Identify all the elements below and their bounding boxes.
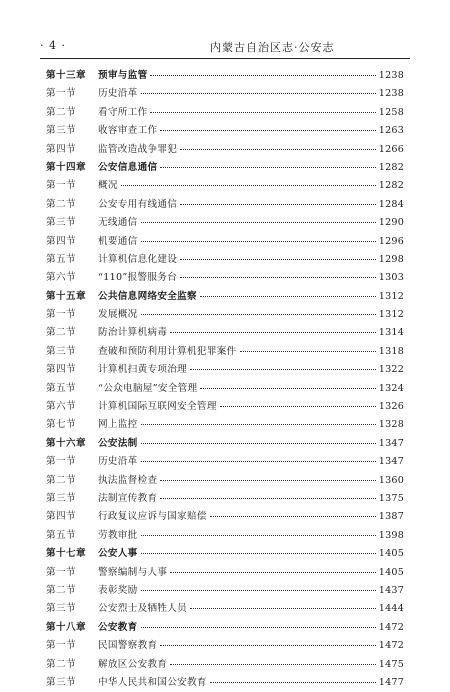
toc-page-number: 1298 bbox=[378, 253, 404, 265]
toc-chapter-row bbox=[46, 619, 404, 637]
toc-label: 第四节 bbox=[46, 235, 76, 247]
toc-title: 中华人民共和国公安教育 bbox=[98, 676, 207, 688]
header-rule bbox=[40, 58, 410, 59]
toc-page-number: 1303 bbox=[378, 272, 404, 284]
dot-leader bbox=[200, 296, 376, 297]
toc-section-row bbox=[46, 122, 404, 140]
toc-section-row bbox=[46, 269, 404, 287]
dot-leader bbox=[141, 93, 376, 94]
toc-page-number: 1360 bbox=[378, 474, 404, 486]
toc-label: 第一节 bbox=[46, 180, 76, 192]
toc-section-row bbox=[46, 380, 404, 398]
toc-label: 第六节 bbox=[46, 401, 76, 413]
toc-section-row bbox=[46, 527, 404, 545]
toc-section-row bbox=[46, 582, 404, 600]
toc-label: 第二节 bbox=[46, 106, 76, 118]
toc-page-number: 1405 bbox=[378, 566, 404, 578]
toc-label: 第六节 bbox=[46, 272, 76, 284]
toc-section-row bbox=[46, 233, 404, 251]
toc-title: “110”报警服务台 bbox=[98, 272, 178, 284]
toc-section-row bbox=[46, 490, 404, 508]
toc-title: 民国警察教育 bbox=[98, 640, 158, 652]
dot-leader bbox=[141, 461, 376, 462]
toc-label: 第三节 bbox=[46, 345, 76, 357]
toc-label: 第七节 bbox=[46, 419, 76, 431]
toc-page-number: 1328 bbox=[378, 419, 404, 431]
toc-page-number: 1475 bbox=[378, 658, 404, 670]
toc-chapter-row bbox=[46, 435, 404, 453]
toc-label: 第一节 bbox=[46, 456, 76, 468]
dot-leader bbox=[141, 590, 376, 591]
toc-page-number: 1347 bbox=[378, 437, 404, 449]
toc-label: 第一节 bbox=[46, 309, 76, 321]
toc-section-row bbox=[46, 251, 404, 269]
toc-section-row bbox=[46, 361, 404, 379]
toc-section-row bbox=[46, 656, 404, 674]
toc-section-row bbox=[46, 104, 404, 122]
dot-leader bbox=[170, 664, 376, 665]
toc-title: 计算机扫黄专项治理 bbox=[98, 364, 188, 376]
dot-leader bbox=[141, 535, 376, 536]
toc-page-number: 1326 bbox=[378, 401, 404, 413]
toc-title: 劳教审批 bbox=[98, 529, 138, 541]
toc-label: 第二节 bbox=[46, 198, 76, 210]
dot-leader bbox=[200, 388, 375, 389]
toc-title: 解放区公安教育 bbox=[98, 658, 168, 670]
toc-label: 第二节 bbox=[46, 658, 76, 670]
toc-title: 发展概况 bbox=[98, 309, 138, 321]
toc-section-row bbox=[46, 141, 404, 159]
toc-page-number: 1477 bbox=[378, 676, 404, 688]
toc-page-number: 1318 bbox=[378, 345, 404, 357]
dot-leader bbox=[210, 682, 376, 683]
dot-leader bbox=[170, 332, 376, 333]
table-of-contents bbox=[46, 67, 404, 692]
toc-page-number: 1238 bbox=[378, 88, 404, 100]
toc-page-number: 1282 bbox=[378, 180, 404, 192]
toc-page-number: 1398 bbox=[378, 529, 404, 541]
toc-page-number: 1238 bbox=[378, 70, 404, 81]
dot-leader bbox=[210, 516, 376, 517]
toc-section-row bbox=[46, 453, 404, 471]
toc-section-row bbox=[46, 564, 404, 582]
page-header bbox=[40, 36, 410, 56]
toc-title: 计算机信息化建设 bbox=[98, 253, 178, 265]
toc-title: 行政复议应诉与国家赔偿 bbox=[98, 511, 207, 523]
toc-section-row bbox=[46, 85, 404, 103]
toc-label: 第十四章 bbox=[46, 161, 86, 173]
toc-page-number: 1312 bbox=[378, 309, 404, 321]
toc-title: 无线通信 bbox=[98, 217, 138, 229]
toc-label: 第二节 bbox=[46, 474, 76, 486]
toc-label: 第五节 bbox=[46, 253, 76, 265]
toc-chapter-row bbox=[46, 545, 404, 563]
toc-page-number: 1472 bbox=[378, 621, 404, 633]
dot-leader bbox=[180, 204, 376, 205]
dot-leader bbox=[160, 167, 375, 168]
toc-title: 公安信息通信 bbox=[98, 161, 158, 173]
toc-page-number: 1266 bbox=[378, 143, 404, 155]
toc-title: 预审与监管 bbox=[98, 70, 148, 81]
dot-leader bbox=[170, 572, 376, 573]
toc-label: 第十五章 bbox=[46, 290, 86, 302]
toc-label: 第十三章 bbox=[46, 70, 86, 81]
dot-leader bbox=[141, 553, 376, 554]
toc-title: 看守所工作 bbox=[98, 106, 148, 118]
toc-title: 警察编制与人事 bbox=[98, 566, 168, 578]
toc-section-row bbox=[46, 398, 404, 416]
toc-section-row bbox=[46, 177, 404, 195]
toc-title: 执法监督检查 bbox=[98, 474, 158, 486]
dot-leader bbox=[180, 149, 376, 150]
dot-leader bbox=[121, 185, 376, 186]
toc-label: 第五节 bbox=[46, 382, 76, 394]
toc-label: 第四节 bbox=[46, 511, 76, 523]
page-number: · 4 · bbox=[40, 39, 66, 52]
dot-leader bbox=[240, 351, 376, 352]
toc-page-number: 1437 bbox=[378, 584, 404, 596]
toc-label: 第一节 bbox=[46, 88, 76, 100]
toc-section-row bbox=[46, 324, 404, 342]
dot-leader bbox=[150, 112, 375, 113]
toc-section-row bbox=[46, 306, 404, 324]
toc-page-number: 1258 bbox=[378, 106, 404, 118]
dot-leader bbox=[141, 314, 376, 315]
dot-leader bbox=[141, 222, 376, 223]
dot-leader bbox=[141, 241, 376, 242]
dot-leader bbox=[141, 443, 376, 444]
toc-label: 第二节 bbox=[46, 584, 76, 596]
toc-title: 概况 bbox=[98, 180, 118, 192]
toc-section-row bbox=[46, 416, 404, 434]
toc-page-number: 1444 bbox=[378, 603, 404, 615]
toc-title: 监管改造战争罪犯 bbox=[98, 143, 178, 155]
toc-page-number: 1314 bbox=[378, 327, 404, 339]
toc-title: 公安法制 bbox=[98, 437, 138, 449]
toc-chapter-row bbox=[46, 159, 404, 177]
toc-page-number: 1405 bbox=[378, 548, 404, 560]
toc-label: 第三节 bbox=[46, 217, 76, 229]
toc-page-number: 1296 bbox=[378, 235, 404, 247]
toc-page-number: 1290 bbox=[378, 217, 404, 229]
toc-title: 防治计算机病毒 bbox=[98, 327, 168, 339]
toc-label: 第一节 bbox=[46, 566, 76, 578]
toc-section-row bbox=[46, 674, 404, 692]
toc-title: 网上监控 bbox=[98, 419, 138, 431]
toc-title: 收容审查工作 bbox=[98, 125, 158, 137]
dot-leader bbox=[141, 424, 376, 425]
toc-section-row bbox=[46, 508, 404, 526]
toc-title: 公共信息网络安全监察 bbox=[98, 290, 197, 302]
toc-label: 第三节 bbox=[46, 603, 76, 615]
dot-leader bbox=[160, 645, 375, 646]
toc-page-number: 1282 bbox=[378, 161, 404, 173]
toc-label: 第四节 bbox=[46, 143, 76, 155]
dot-leader bbox=[180, 277, 376, 278]
toc-title: 计算机国际互联网安全管理 bbox=[98, 401, 217, 413]
toc-page-number: 1263 bbox=[378, 125, 404, 137]
dot-leader bbox=[190, 369, 376, 370]
toc-page-number: 1387 bbox=[378, 511, 404, 523]
toc-title: 表彰奖励 bbox=[98, 584, 138, 596]
toc-title: 历史沿革 bbox=[98, 456, 138, 468]
toc-page-number: 1322 bbox=[378, 364, 404, 376]
toc-section-row bbox=[46, 600, 404, 618]
dot-leader bbox=[160, 480, 375, 481]
toc-page-number: 1312 bbox=[378, 290, 404, 302]
toc-chapter-row bbox=[46, 67, 404, 85]
dot-leader bbox=[150, 75, 375, 76]
toc-section-row bbox=[46, 214, 404, 232]
toc-page-number: 1324 bbox=[378, 382, 404, 394]
toc-page-number: 1375 bbox=[378, 492, 404, 504]
dot-leader bbox=[220, 406, 376, 407]
dot-leader bbox=[190, 608, 376, 609]
toc-title: 查破和预防利用计算机犯罪案件 bbox=[98, 345, 237, 357]
toc-section-row bbox=[46, 196, 404, 214]
toc-label: 第三节 bbox=[46, 492, 76, 504]
toc-section-row bbox=[46, 472, 404, 490]
toc-label: 第十八章 bbox=[46, 621, 86, 633]
toc-section-row bbox=[46, 343, 404, 361]
dot-leader bbox=[141, 627, 376, 628]
toc-title: 机要通信 bbox=[98, 235, 138, 247]
toc-title: 公安人事 bbox=[98, 548, 138, 560]
toc-title: 历史沿革 bbox=[98, 88, 138, 100]
toc-page-number: 1347 bbox=[378, 456, 404, 468]
running-title: 内蒙古自治区志·公安志 bbox=[210, 41, 335, 54]
dot-leader bbox=[160, 130, 375, 131]
toc-title: 公安专用有线通信 bbox=[98, 198, 178, 210]
toc-page-number: 1284 bbox=[378, 198, 404, 210]
toc-title: 公安烈士及牺牲人员 bbox=[98, 603, 188, 615]
toc-label: 第十七章 bbox=[46, 548, 86, 560]
toc-label: 第五节 bbox=[46, 529, 76, 541]
toc-label: 第四节 bbox=[46, 364, 76, 376]
toc-label: 第三节 bbox=[46, 125, 76, 137]
toc-section-row bbox=[46, 637, 404, 655]
toc-label: 第二节 bbox=[46, 327, 76, 339]
toc-title: 公安教育 bbox=[98, 621, 138, 633]
toc-title: 法制宣传教育 bbox=[98, 492, 158, 504]
toc-label: 第三节 bbox=[46, 676, 76, 688]
dot-leader bbox=[160, 498, 375, 499]
toc-label: 第十六章 bbox=[46, 437, 86, 449]
dot-leader bbox=[180, 259, 376, 260]
toc-label: 第一节 bbox=[46, 640, 76, 652]
toc-title: “公众电脑屋”安全管理 bbox=[98, 382, 198, 394]
toc-page-number: 1472 bbox=[378, 640, 404, 652]
toc-chapter-row bbox=[46, 288, 404, 306]
